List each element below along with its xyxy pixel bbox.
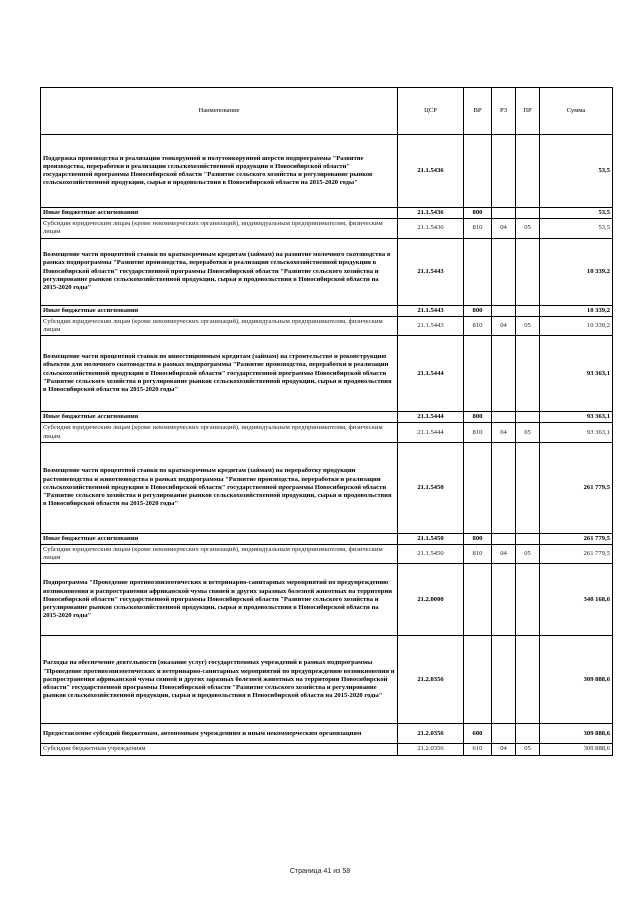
cell-csr: 21.2.0356 (398, 636, 464, 724)
cell-rz (492, 636, 516, 724)
cell-csr: 21.2.0000 (398, 564, 464, 636)
table-row (41, 533, 613, 544)
cell-name: Предоставление субсидий бюджетным, автономным учреждениям и иным некоммерческим организациям (41, 724, 398, 744)
cell-pr: 05 (516, 744, 540, 755)
table-row (41, 305, 613, 316)
cell-name: Возмещение части процентной ставки по краткосрочным кредитам (займам) на переработку продукции растениеводства и животноводства в рамках подпрограммы "Развитие производства, переработки и реализации сельскохозяйственной продукции в Новосибирской области" государственной программы Новосибирской области "Развитие сельского хозяйства и регулирование рынков сельскохозяйственной продукции, сырья и продовольствия в Новосибирской области на 2015-2020 годы" (41, 442, 398, 533)
cell-vr: 800 (464, 412, 492, 423)
cell-csr: 21.1.5450 (398, 545, 464, 564)
cell-sum: 261 779,5 (540, 442, 613, 533)
cell-csr: 21.1.5450 (398, 533, 464, 544)
cell-rz (492, 238, 516, 305)
cell-pr: 05 (516, 219, 540, 238)
cell-rz (492, 724, 516, 744)
cell-csr: 21.1.5436 (398, 135, 464, 208)
cell-csr: 21.1.5450 (398, 442, 464, 533)
cell-rz (492, 442, 516, 533)
cell-csr: 21.1.5444 (398, 412, 464, 423)
cell-vr: 810 (464, 423, 492, 442)
cell-sum: 53,5 (540, 219, 613, 238)
header-rz: РЗ (492, 88, 516, 135)
cell-pr (516, 208, 540, 219)
header-vr: ВР (464, 88, 492, 135)
cell-rz (492, 412, 516, 423)
cell-pr (516, 135, 540, 208)
table-row (41, 564, 613, 636)
cell-name: Возмещение части процентной ставки по краткосрочным кредитам (займам) на развитие молочного скотоводства в рамках подпрограммы "Развитие производства, переработки и реализации сельскохозяйственной продукции в Новосибирской области" государственной программы Новосибирской области "Развитие сельского хозяйства и регулирование рынков сельскохозяйственной продукции, сырья и продовольствия в Новосибирской области на 2015-2020 годы" (41, 238, 398, 305)
cell-csr: 21.1.5444 (398, 336, 464, 412)
cell-name: Иные бюджетные ассигнования (41, 305, 398, 316)
cell-rz (492, 564, 516, 636)
cell-csr: 21.1.5436 (398, 219, 464, 238)
cell-vr: 800 (464, 208, 492, 219)
cell-pr (516, 724, 540, 744)
cell-name: Субсидии юридическим лицам (кроме некоммерческих организаций), индивидуальным предпринимателям, физическим лицам (41, 545, 398, 564)
cell-name: Подпрограмма "Проведение противоэпизоотических и ветеринарно-санитарных мероприятий по предупреждению возникновения и распространения африканской чумы свиней и других заразных болезней животных на территории Новосибирской области" государственной программы Новосибирской области "Развитие сельского хозяйства и регулирование рынков сельскохозяйственной продукции, сырья и продовольствия в Новосибирской области на 2015-2020 годы" (41, 564, 398, 636)
cell-rz: 04 (492, 744, 516, 755)
cell-vr (464, 135, 492, 208)
cell-sum: 93 363,1 (540, 423, 613, 442)
cell-csr: 21.1.5436 (398, 208, 464, 219)
table-row (41, 442, 613, 533)
table-row (41, 423, 613, 442)
cell-sum: 261 779,5 (540, 545, 613, 564)
cell-rz (492, 305, 516, 316)
cell-pr: 05 (516, 423, 540, 442)
cell-sum: 309 888,6 (540, 636, 613, 724)
cell-name: Субсидии юридическим лицам (кроме некоммерческих организаций), индивидуальным предпринимателям, физическим лицам (41, 423, 398, 442)
cell-sum: 10 339,2 (540, 305, 613, 316)
cell-sum: 93 363,1 (540, 336, 613, 412)
cell-sum: 261 779,5 (540, 533, 613, 544)
cell-csr: 21.2.0356 (398, 724, 464, 744)
cell-pr (516, 305, 540, 316)
cell-rz (492, 336, 516, 412)
cell-vr (464, 442, 492, 533)
cell-rz (492, 135, 516, 208)
budget-table-container (40, 87, 612, 756)
table-row (41, 135, 613, 208)
cell-name: Поддержка производства и реализации тонкорунной и полутонкорунной шерсти подпрограммы "Развитие производства, переработки и реализации сельскохозяйственной продукции в Новосибирской области" государственной программы Новосибирской области "Развитие сельского хозяйства и регулирование рынков сельскохозяйственной продукции, сырья и продовольствия в Новосибирской области на 2015-2020 годы" (41, 135, 398, 208)
header-pr: ПР (516, 88, 540, 135)
cell-sum: 10 339,2 (540, 316, 613, 335)
header-name: Наименование (41, 88, 398, 135)
cell-vr (464, 564, 492, 636)
cell-vr: 800 (464, 533, 492, 544)
cell-csr: 21.1.5444 (398, 423, 464, 442)
table-row (41, 636, 613, 724)
budget-table (40, 87, 613, 756)
cell-vr: 610 (464, 744, 492, 755)
cell-pr (516, 336, 540, 412)
cell-sum: 309 888,6 (540, 724, 613, 744)
cell-rz (492, 533, 516, 544)
cell-rz: 04 (492, 219, 516, 238)
cell-name: Иные бюджетные ассигнования (41, 533, 398, 544)
cell-name: Субсидии бюджетным учреждениям (41, 744, 398, 755)
cell-csr: 21.1.5443 (398, 305, 464, 316)
cell-csr: 21.1.5443 (398, 238, 464, 305)
cell-name: Возмещение части процентной ставки по инвестиционным кредитам (займам) на строительство и реконструкцию объектов для молочного скотоводства в рамках подпрограммы "Развитие производства, переработки и реализации сельскохозяйственной продукции в Новосибирской области" государственной программы Новосибирской области "Развитие сельского хозяйства и регулирование рынков сельскохозяйственной продукции, сырья и продовольствия в Новосибирской области на 2015-2020 годы" (41, 336, 398, 412)
cell-vr: 810 (464, 219, 492, 238)
cell-pr (516, 238, 540, 305)
cell-name: Иные бюджетные ассигнования (41, 208, 398, 219)
table-row (41, 545, 613, 564)
table-row (41, 316, 613, 335)
cell-pr (516, 564, 540, 636)
cell-sum: 93 363,1 (540, 412, 613, 423)
cell-sum: 309 888,6 (540, 744, 613, 755)
cell-pr: 05 (516, 545, 540, 564)
cell-rz: 04 (492, 423, 516, 442)
cell-sum: 10 339,2 (540, 238, 613, 305)
cell-vr: 810 (464, 316, 492, 335)
cell-vr: 600 (464, 724, 492, 744)
cell-sum: 340 168,6 (540, 564, 613, 636)
cell-rz: 04 (492, 545, 516, 564)
cell-vr (464, 636, 492, 724)
cell-vr: 810 (464, 545, 492, 564)
cell-name: Иные бюджетные ассигнования (41, 412, 398, 423)
cell-pr (516, 442, 540, 533)
table-row (41, 219, 613, 238)
table-row (41, 412, 613, 423)
cell-pr (516, 636, 540, 724)
cell-pr: 05 (516, 316, 540, 335)
header-sum: Сумма (540, 88, 613, 135)
cell-pr (516, 533, 540, 544)
cell-pr (516, 412, 540, 423)
cell-name: Субсидии юридическим лицам (кроме некоммерческих организаций), индивидуальным предпринимателям, физическим лицам (41, 219, 398, 238)
cell-sum: 53,5 (540, 208, 613, 219)
table-row (41, 336, 613, 412)
table-header-row (41, 88, 613, 135)
cell-csr: 21.2.0356 (398, 744, 464, 755)
cell-vr (464, 336, 492, 412)
table-row (41, 724, 613, 744)
cell-name: Субсидии юридическим лицам (кроме некоммерческих организаций), индивидуальным предпринимателям, физическим лицам (41, 316, 398, 335)
cell-vr (464, 238, 492, 305)
cell-vr: 800 (464, 305, 492, 316)
table-row (41, 238, 613, 305)
table-row (41, 208, 613, 219)
page-number: Страница 41 из 58 (289, 868, 351, 875)
table-row (41, 744, 613, 755)
table-body (41, 135, 613, 756)
cell-rz (492, 208, 516, 219)
cell-sum: 53,5 (540, 135, 613, 208)
cell-name: Расходы на обеспечение деятельности (оказание услуг) государственных учреждений в рамках подпрограммы "Проведение противоэпизоотических и ветеринарно-санитарных мероприятий по предупреждению возникновения и распространения африканской чумы свиней и других заразных болезней животных на территории Новосибирской области" государственной программы Новосибирской области "Развитие сельского хозяйства и регулирование рынков сельскохозяйственной продукции, сырья и продовольствия в Новосибирской области на 2015-2020 годы" (41, 636, 398, 724)
cell-rz: 04 (492, 316, 516, 335)
cell-csr: 21.1.5443 (398, 316, 464, 335)
header-csr: ЦСР (398, 88, 464, 135)
